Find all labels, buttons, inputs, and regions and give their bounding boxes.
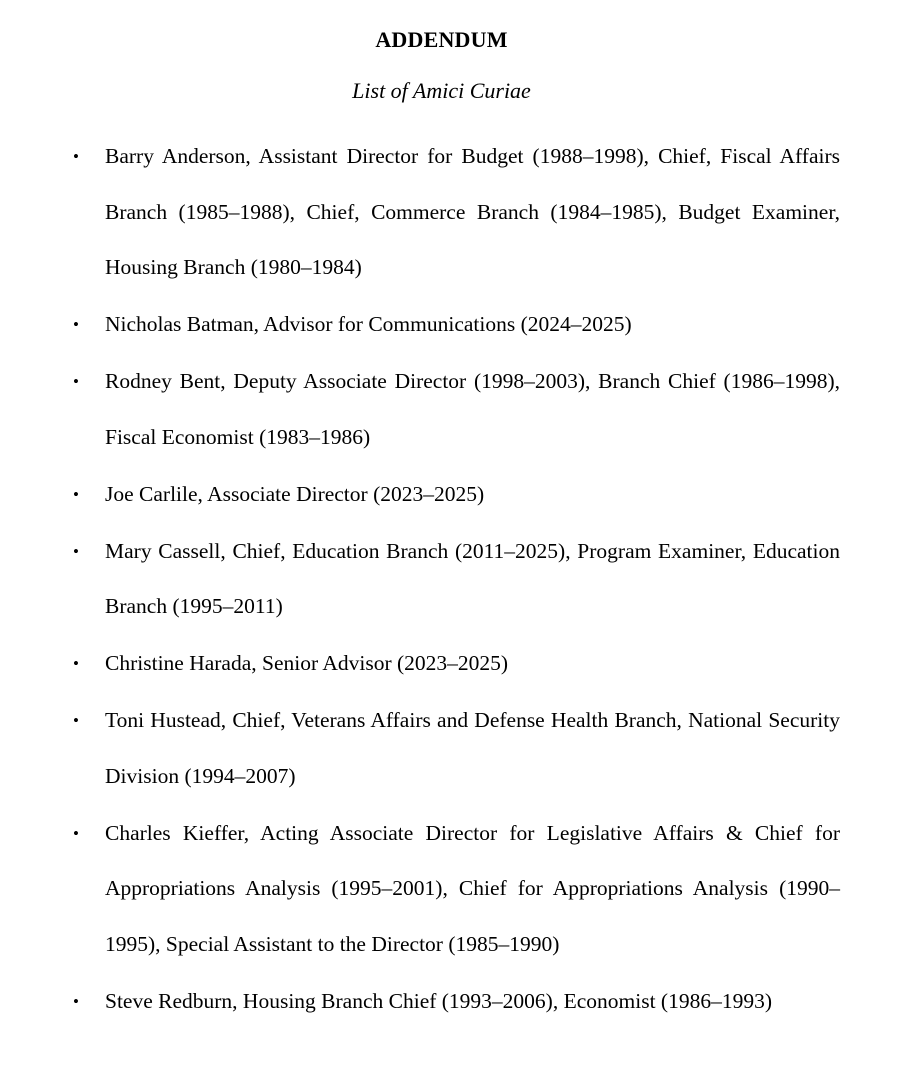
list-item-text: Toni Hustead, Chief, Veterans Affairs and Defense Health Branch, National Security Division (1994–2007) [105, 708, 840, 788]
list-item [0, 974, 840, 1030]
list-item-text: Steve Redburn, Housing Branch Chief (1993–2006), Economist (1986–1993) [105, 988, 773, 1013]
list-item [0, 806, 840, 973]
list-item [0, 129, 840, 296]
amici-list [0, 129, 922, 1031]
page-title: ADDENDUM [375, 27, 508, 52]
list-item [0, 524, 840, 635]
list-item [0, 354, 840, 465]
bullet-icon: • [73, 484, 79, 504]
bullet-icon: • [73, 372, 79, 391]
bullet-icon: • [73, 147, 79, 166]
bullet-icon: • [73, 991, 79, 1011]
bullet-icon: • [73, 315, 79, 334]
bullet-icon: • [73, 711, 79, 730]
list-item [0, 636, 840, 692]
bullet-icon: • [73, 654, 79, 673]
bullet-icon: • [73, 823, 79, 843]
list-item-text: Mary Cassell, Chief, Education Branch (2011–2025), Program Examiner, Education Branch (1995–2011) [105, 538, 840, 618]
list-item [0, 693, 840, 804]
list-item-text: Nicholas Batman, Advisor for Communications (2024–2025) [105, 312, 632, 336]
bullet-icon: • [73, 541, 79, 561]
list-item-text: Joe Carlile, Associate Director (2023–2025) [105, 481, 485, 506]
list-item-text: Charles Kieffer, Acting Associate Director for Legislative Affairs & Chief for Appropriations Analysis (1995–2001), Chief for Appropriations Analysis (1990–1995), Special Assistant to the Director (1985–1990) [105, 820, 840, 956]
list-item-text: Barry Anderson, Assistant Director for Budget (1988–1998), Chief, Fiscal Affairs Branch (1985–1988), Chief, Commerce Branch (1984–1985), Budget Examiner, Housing Branch (1980–1984) [105, 144, 840, 279]
list-item [0, 297, 840, 353]
page-subtitle: List of Amici Curiae [352, 78, 531, 103]
list-item [0, 467, 840, 523]
list-item-text: Rodney Bent, Deputy Associate Director (1998–2003), Branch Chief (1986–1998), Fiscal Economist (1983–1986) [105, 369, 840, 449]
list-item-text: Christine Harada, Senior Advisor (2023–2025) [105, 651, 509, 675]
